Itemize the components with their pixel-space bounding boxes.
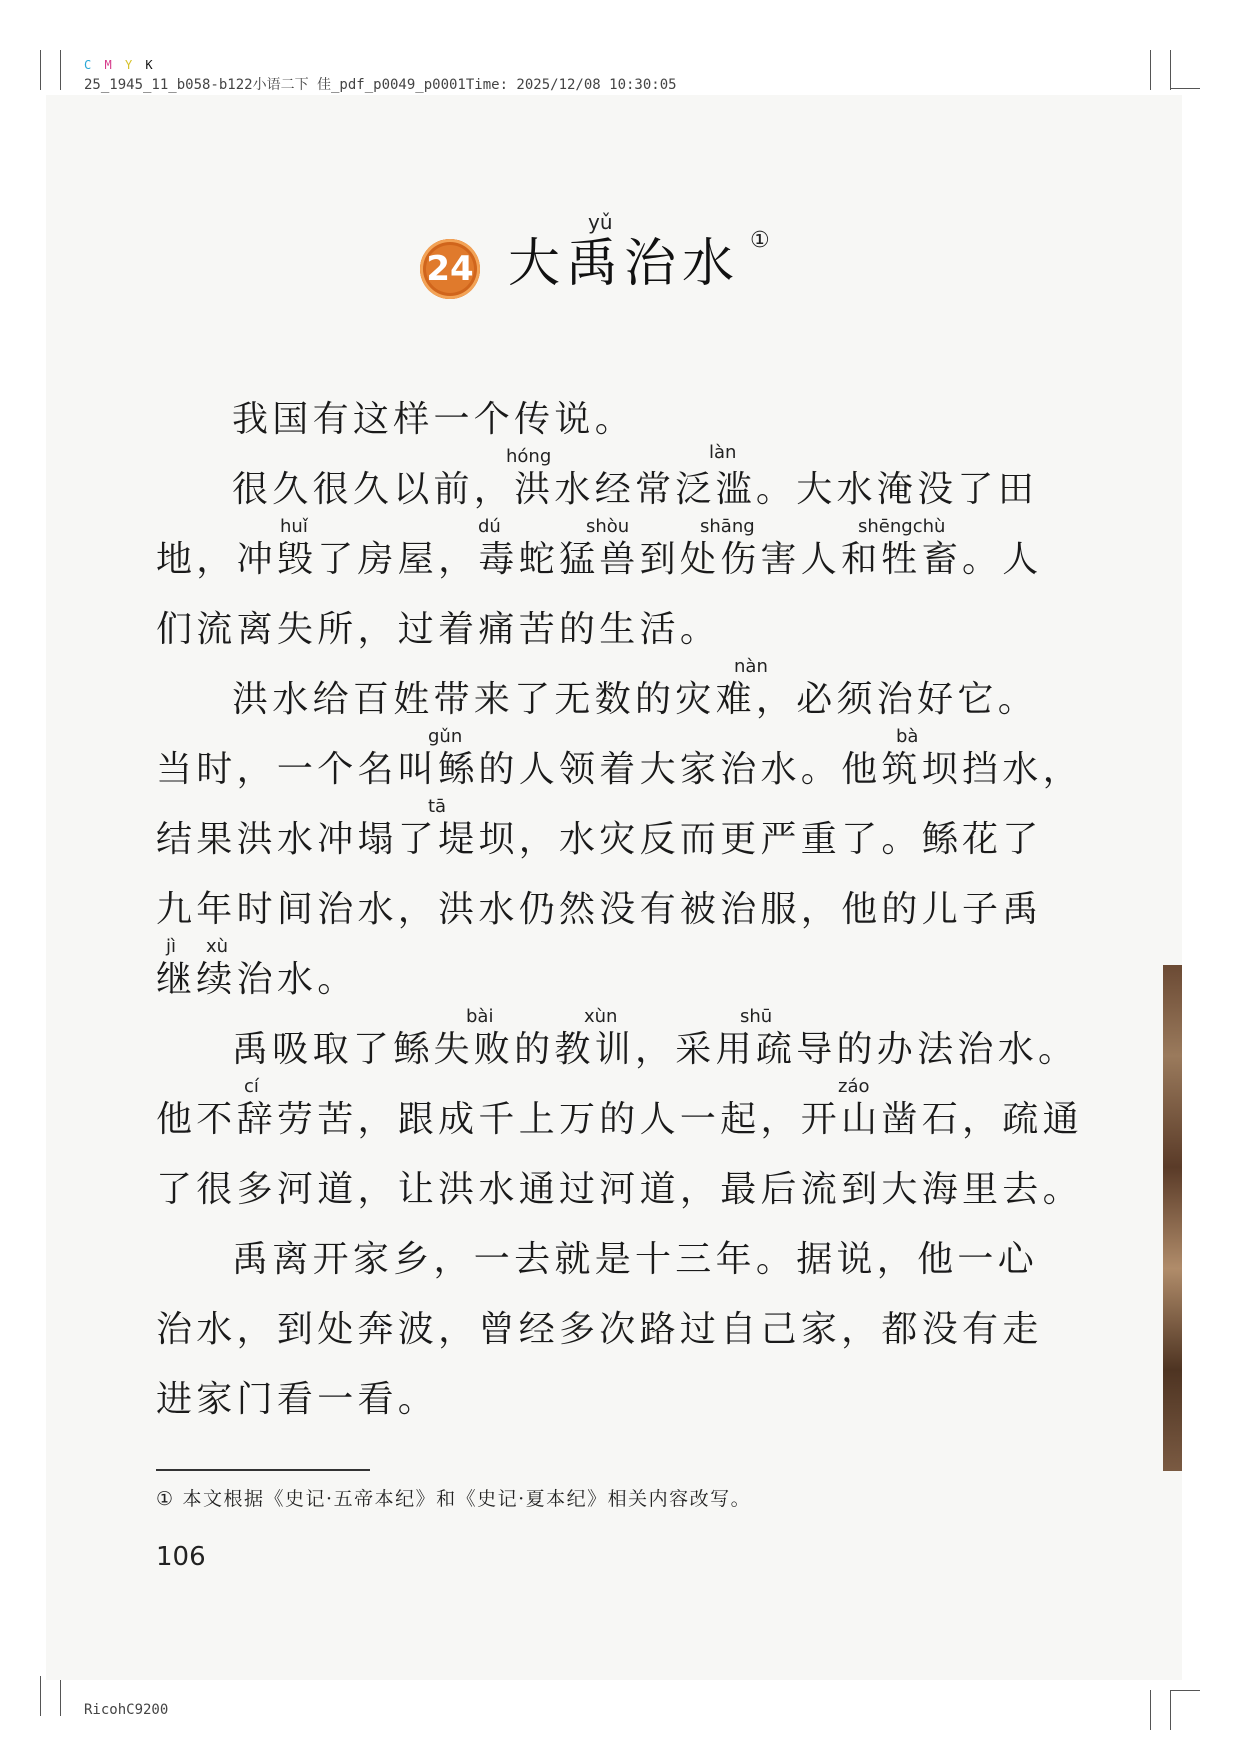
text-line: 结果洪水冲塌了堤坝，水灾反而更严重了。鲧花了 (156, 819, 1043, 860)
pinyin-annotation: shāng (700, 516, 755, 537)
pinyin-annotation: tā (428, 796, 447, 817)
crop-mark (1170, 1690, 1171, 1730)
pinyin-annotation: shēngchù (858, 516, 946, 537)
crop-mark (1170, 50, 1171, 90)
text-line: 很久很久以前，洪水经常泛滥。大水淹没了田 (232, 469, 1039, 510)
footnote-mark: ① (156, 1488, 175, 1510)
printer-id: RicohC9200 (84, 1702, 169, 1718)
pinyin-annotation: làn (709, 442, 737, 463)
crop-mark (1170, 88, 1200, 89)
text-line: 进家门看一看。 (156, 1379, 439, 1420)
crop-mark (40, 50, 41, 90)
pinyin-annotation: záo (838, 1076, 870, 1097)
text-line: 我国有这样一个传说。 (232, 399, 636, 440)
text-line: 当时，一个名叫鲧的人领着大家治水。他筑坝挡水， (156, 749, 1083, 790)
title-footnote-mark: ① (750, 228, 770, 253)
crop-mark (1150, 50, 1151, 90)
title-pinyin: yǔ (588, 210, 613, 234)
pinyin-annotation: cí (244, 1076, 259, 1097)
text-line: 们流离失所，过着痛苦的生活。 (156, 609, 721, 650)
pinyin-annotation: bài (466, 1006, 494, 1027)
footnote-divider (156, 1469, 370, 1471)
cmyk-mark: Y (124, 58, 135, 72)
pinyin-annotation: jì (166, 936, 177, 957)
crop-mark (40, 1676, 41, 1716)
cmyk-marks (84, 58, 157, 72)
text-line: 禹离开家乡，一去就是十三年。据说，他一心 (232, 1239, 1039, 1280)
crop-mark (1150, 1690, 1151, 1730)
text-line: 九年时间治水，洪水仍然没有被治服，他的儿子禹 (156, 889, 1043, 930)
pinyin-annotation: xù (206, 936, 229, 957)
cmyk-mark: M (104, 58, 114, 72)
crop-mark (1170, 1690, 1200, 1691)
cmyk-mark: C (84, 58, 94, 72)
pinyin-annotation: shū (740, 1006, 773, 1027)
text-line: 他不辞劳苦，跟成千上万的人一起，开山凿石，疏通 (156, 1099, 1083, 1140)
crop-mark (60, 1676, 61, 1716)
pinyin-annotation: bà (896, 726, 919, 747)
pinyin-annotation: huǐ (280, 516, 308, 537)
pinyin-annotation: gǔn (428, 726, 463, 747)
pinyin-annotation: hóng (506, 446, 552, 467)
illustration-edge (1163, 965, 1182, 1471)
pinyin-annotation: xùn (584, 1006, 618, 1027)
text-line: 洪水给百姓带来了无数的灾难，必须治好它。 (232, 679, 1039, 720)
text-line: 地，冲毁了房屋，毒蛇猛兽到处伤害人和牲畜。人 (156, 539, 1043, 580)
text-line: 了很多河道，让洪水通过河道，最后流到大海里去。 (156, 1169, 1083, 1210)
pinyin-annotation: shòu (586, 516, 630, 537)
footnote-text: 本文根据《史记·五帝本纪》和《史记·夏本纪》相关内容改写。 (182, 1488, 752, 1510)
cmyk-mark: K (145, 58, 155, 72)
text-line: 禹吸取了鲧失败的教训，采用疏导的办法治水。 (232, 1029, 1079, 1070)
lesson-title: 大禹治水 (508, 234, 741, 294)
crop-mark (60, 50, 61, 90)
pinyin-annotation: nàn (734, 656, 768, 677)
text-line: 治水，到处奔波，曾经多次路过自己家，都没有走 (156, 1309, 1043, 1350)
footnote (156, 1484, 751, 1511)
print-job-line: 25_1945_11_b058-b122小语二下 佳_pdf_p0049_p0001Time: 2025/12/08 10:30:05 (84, 77, 677, 93)
text-line: 继续治水。 (156, 959, 358, 1000)
pinyin-annotation: dú (478, 516, 501, 537)
page-number: 106 (156, 1542, 206, 1572)
lesson-number-badge: 24 (420, 239, 480, 299)
